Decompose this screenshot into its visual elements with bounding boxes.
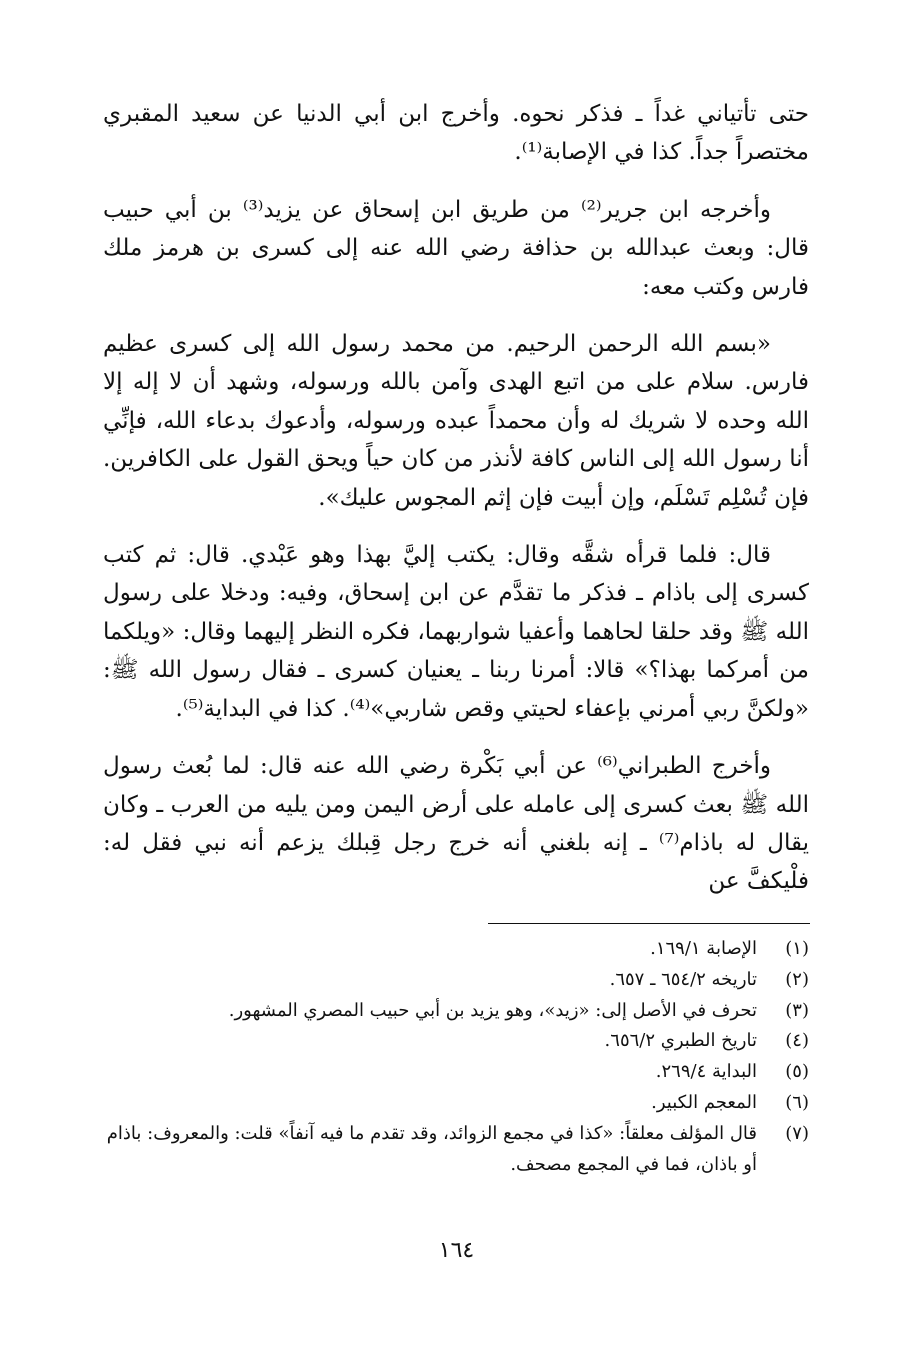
footnote	[103, 1026, 809, 1057]
footnote	[103, 1057, 809, 1088]
footnote	[103, 965, 809, 996]
footnote	[103, 1119, 809, 1181]
footnote-number: (٢)	[785, 968, 809, 990]
footnote-text: الإصابة ١٦٩/١.	[650, 938, 757, 959]
paragraph: قال: فلما قرأه شقَّه وقال: يكتب إليَّ بهذا وهو عَبْدي. قال: ثم كتب كسرى إلى باذام ـ فذكر ما تقدَّم عن ابن إسحاق، وفيه: ودخلا على رسول الله ﷺ وقد حلقا لحاهما وأعفيا شواربهما، فكره النظر إليهما وقال: «ويلكما من أمركما بهذا؟» قالا: أمرنا ربنا ـ يعنيان كسرى ـ فقال رسول الله ﷺ: «ولكنَّ ربي أمرني بإعفاء لحيتي وقص شاربي»⁽⁴⁾. كذا في البداية⁽⁵⁾.	[103, 542, 809, 722]
main-text	[103, 95, 809, 920]
footnote-text: قال المؤلف معلقاً: «كذا في مجمع الزوائد، وقد تقدم ما فيه آنفاً» قلت: والمعروف: باذام أو باذان، فما في المجمع مصحف.	[106, 1122, 757, 1175]
footnotes	[103, 934, 809, 1180]
footnote-number: (٥)	[785, 1061, 809, 1083]
footnote-number: (١)	[785, 938, 809, 959]
footnote-text: تحرف في الأصل إلى: «زيد»، وهو يزيد بن أبي حبيب المصري المشهور.	[228, 999, 757, 1021]
page-number: ١٦٤	[438, 1238, 475, 1263]
footnote	[103, 996, 809, 1027]
paragraph: وأخرج الطبراني⁽⁶⁾ عن أبي بَكْرة رضي الله عنه قال: لما بُعث رسول الله ﷺ بعث كسرى إلى عامله على أرض اليمن ومن يليه من العرب ـ وكان يقال له باذام⁽⁷⁾ ـ إنه بلغني أنه خرج رجل قِبلك يزعم أنه نبي فقل له: فلْيكفَّ عن	[103, 753, 809, 895]
footnote-separator	[488, 923, 810, 924]
footnote-number: (٧)	[785, 1122, 809, 1144]
footnote-number: (٦)	[785, 1091, 809, 1113]
paragraph: «بسم الله الرحمن الرحيم. من محمد رسول الله إلى كسرى عظيم فارس. سلام على من اتبع الهدى وآمن بالله ورسوله، وشهد أن لا إله إلا الله وحده لا شريك له وأن محمداً عبده ورسوله، وأدعوك بدعاء الله، فإنِّي أنا رسول الله إلى الناس كافة لأنذر من كان حياً ويحق القول على الكافرين. فإن تُسْلِم تَسْلَم، وإن أبيت فإن إثم المجوس عليك».	[103, 331, 809, 511]
footnote-text: تاريخ الطبري ٦٥٦/٢.	[604, 1030, 757, 1052]
footnote	[103, 1088, 809, 1119]
footnote-text: المعجم الكبير.	[651, 1091, 757, 1113]
footnote-number: (٣)	[785, 999, 809, 1021]
footnote-number: (٤)	[785, 1030, 809, 1052]
paragraph: حتى تأتياني غداً ـ فذكر نحوه. وأخرج ابن أبي الدنيا عن سعيد المقبري مختصراً جداً. كذا في الإصابة⁽¹⁾.	[103, 101, 809, 166]
footnote-text: البداية ٢٦٩/٤.	[655, 1061, 757, 1083]
footnote-text: تاريخه ٦٥٤/٢ ـ ٦٥٧.	[609, 968, 757, 990]
paragraph: وأخرجه ابن جرير⁽²⁾ من طريق ابن إسحاق عن يزيد⁽³⁾ بن أبي حبيب قال: وبعث عبدالله بن حذافة رضي الله عنه إلى كسرى بن هرمز ملك فارس وكتب معه:	[103, 196, 809, 300]
footnote	[103, 934, 809, 965]
